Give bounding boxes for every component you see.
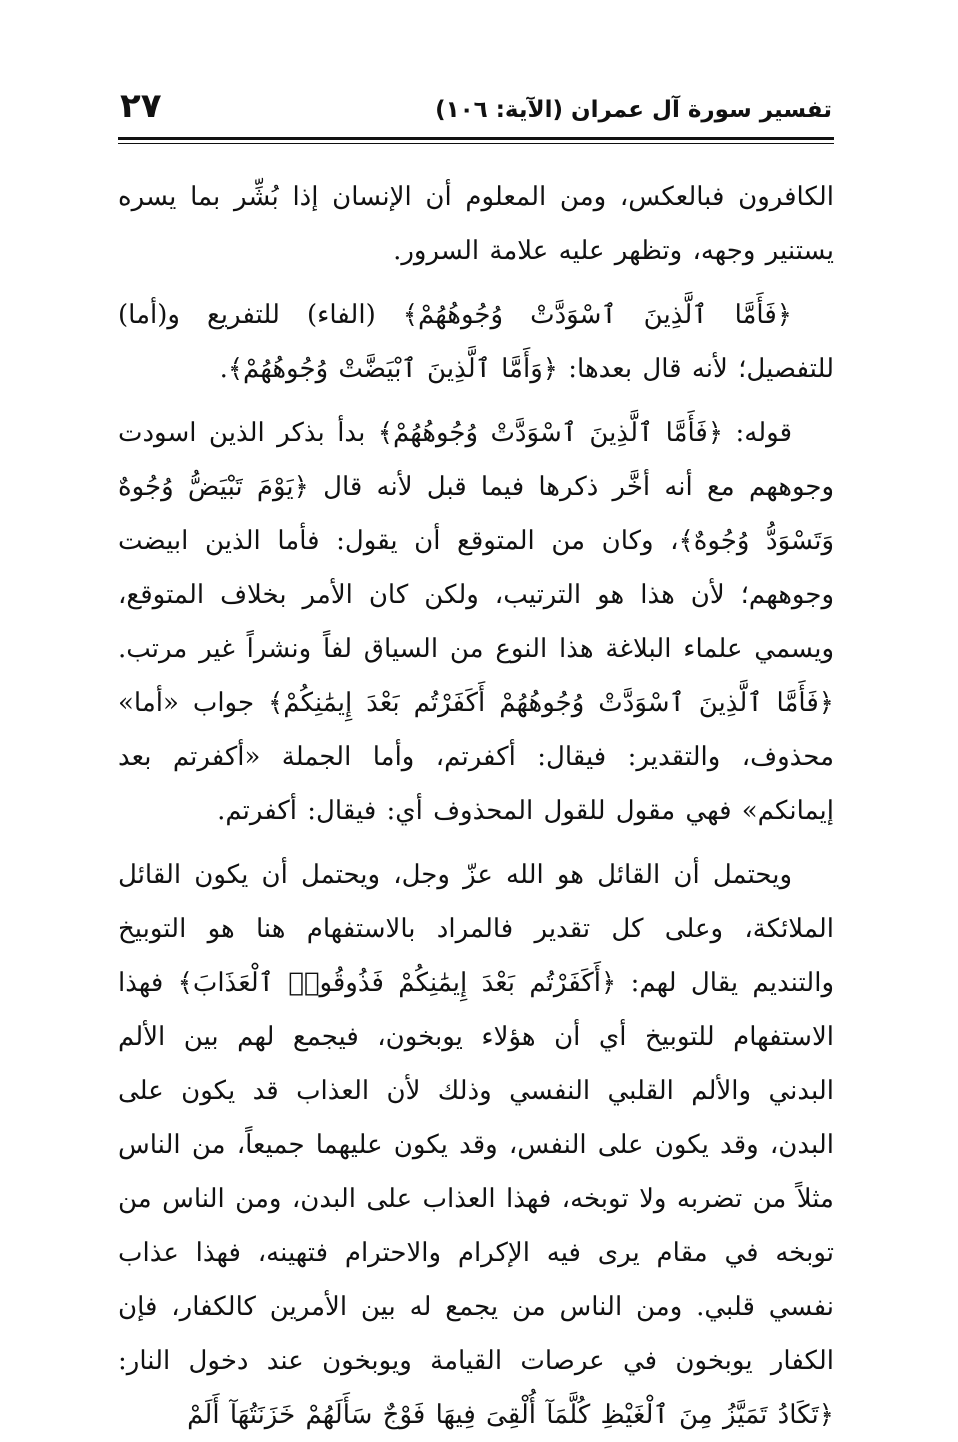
running-title: تفسير سورة آل عمران (الآية: ١٠٦) — [435, 97, 832, 123]
paragraph-3: قوله: ﴿فَأَمَّا ٱلَّذِينَ ٱسْوَدَّتْ وُجُوهُهُمْ﴾ بدأ بذكر الذين اسودت وجوههم مع أنه أخَّر ذكرها فيما قبل لأنه قال ﴿يَوْمَ تَبْيَضُّ وُجُوهٌ وَتَسْوَدُّ وُجُوهٌ﴾، وكان من المتوقع أن يقول: فأما الذين ابيضت وجوههم؛ لأن هذا هو الترتيب، ولكن كان الأمر بخلاف المتوقع، ويسمي علماء البلاغة هذا النوع من السياق لفاً ونشراً غير مرتب. ﴿فَأَمَّا ٱلَّذِينَ ٱسْوَدَّتْ وُجُوهُهُمْ أَكَفَرْتُم بَعْدَ إِيمَٰنِكُمْ﴾ جواب «أما» محذوف، والتقدير: فيقال: أكفرتم، وأما الجملة «أكفرتم بعد إيمانكم» فهي مقول للقول المحذوف أي: فيقال: أكفرتم. — [118, 418, 835, 826]
paragraph-1: الكافرون فبالعكس، ومن المعلوم أن الإنسان إذا بُشِّر بما يسره يستنير وجهه، وتظهر عليه علامة السرور. — [118, 182, 834, 266]
header-rule-thin — [118, 143, 834, 144]
page-number: ٢٧ — [120, 86, 162, 126]
header-rule-thick — [118, 137, 834, 140]
body-text — [118, 170, 835, 1430]
paragraph-2: ﴿فَأَمَّا ٱلَّذِينَ ٱسْوَدَّتْ وُجُوهُهُمْ﴾ (الفاء) للتفريع و(أما) للتفصيل؛ لأنه قال بعدها: ﴿وَأَمَّا ٱلَّذِينَ ٱبْيَضَّتْ وُجُوهُهُمْ﴾. — [118, 300, 834, 384]
paragraph-4: ويحتمل أن القائل هو الله عزّ وجل، ويحتمل أن يكون القائل الملائكة، وعلى كل تقدير فالمراد بالاستفهام هنا هو التوبيخ والتنديم يقال لهم: ﴿أَكَفَرْتُم بَعْدَ إِيمَٰنِكُمْ فَذُوقُوا۟ ٱلْعَذَابَ﴾ فهذا الاستفهام للتوبيخ أي أن هؤلاء يوبخون، فيجمع لهم بين الألم البدني والألم القلبي النفسي وذلك لأن العذاب قد يكون على البدن، وقد يكون على النفس، وقد يكون عليهما جميعاً، من الناس مثلاً من تضربه ولا توبخه، فهذا العذاب على البدن، ومن الناس من توبخه في مقام يرى فيه الإكرام والاحترام فتهينه، فهذا عذاب نفسي قلبي. ومن الناس من يجمع له بين الأمرين كالكفار، فإن الكفار يوبخون في عرصات القيامة ويوبخون عند دخول النار: ﴿تَكَادُ تَمَيَّزُ مِنَ ٱلْغَيْظِ كُلَّمَآ أُلْقِىَ فِيهَا فَوْجٌ سَأَلَهُمْ خَزَنَتُهَآ أَلَمْ — [118, 860, 834, 1430]
page-header — [120, 84, 832, 134]
